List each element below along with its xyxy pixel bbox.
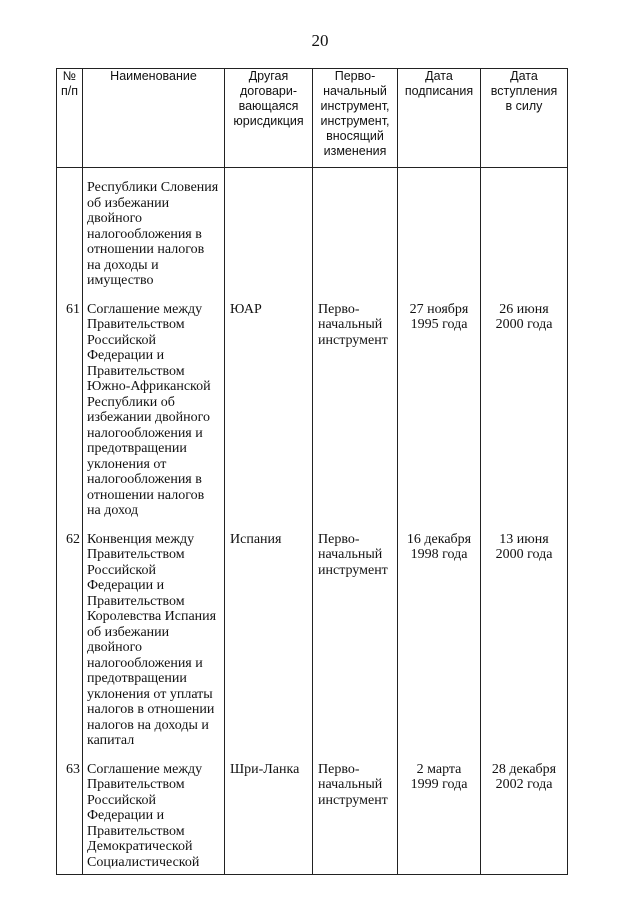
treaties-table [56, 68, 568, 875]
row-signing-date: 16 декабря 1998 года [398, 532, 481, 762]
table-row [57, 168, 568, 302]
row-name: Соглашение между Правительством Российской Федерации и Правительством Демократической Социалистической [83, 762, 225, 875]
page-number: 20 [311, 31, 329, 50]
row-signing-date: 2 марта 1999 года [398, 762, 481, 875]
row-num: 62 [57, 532, 83, 762]
row-instrument: Перво- начальный инструмент [313, 762, 398, 875]
row-num: 61 [57, 302, 83, 532]
row-effective-date: 26 июня 2000 года [481, 302, 568, 532]
header-signing-date: Дата подписания [398, 69, 481, 168]
row-effective-date: 13 июня 2000 года [481, 532, 568, 762]
header-effective-date: Дата вступления в силу [481, 69, 568, 168]
row-instrument: Перво- начальный инструмент [313, 532, 398, 762]
row-name: Соглашение между Правительством Российской Федерации и Правительством Южно-Африканской Республики об избежании двойного налогообложения и предотвращении уклонения от налогообложения в отношении налогов на доход [83, 302, 225, 532]
table-header-row [57, 69, 568, 168]
row-effective-date [481, 168, 568, 302]
header-instrument: Перво- начальный инструмент, инструмент, вносящий изменения [313, 69, 398, 168]
header-jurisdiction: Другая договари- вающаяся юрисдикция [225, 69, 313, 168]
table-row [57, 532, 568, 762]
row-signing-date: 27 ноября 1995 года [398, 302, 481, 532]
row-jurisdiction: ЮАР [225, 302, 313, 532]
row-jurisdiction: Испания [225, 532, 313, 762]
row-num [57, 168, 83, 302]
row-jurisdiction [225, 168, 313, 302]
row-instrument: Перво- начальный инструмент [313, 302, 398, 532]
table-row [57, 302, 568, 532]
row-name: Конвенция между Правительством Российской Федерации и Правительством Королевства Испания об избежании двойного налогообложения и предотвращении уклонения от уплаты налогов в отношении налогов на доходы и капитал [83, 532, 225, 762]
row-instrument [313, 168, 398, 302]
row-name: Республики Словения об избежании двойного налогообложения в отношении налогов на доходы и имущество [83, 168, 225, 302]
row-signing-date [398, 168, 481, 302]
header-num: № п/п [57, 69, 83, 168]
table-row [57, 762, 568, 875]
header-name: Наименование [83, 69, 225, 168]
row-jurisdiction: Шри-Ланка [225, 762, 313, 875]
row-num: 63 [57, 762, 83, 875]
row-effective-date: 28 декабря 2002 года [481, 762, 568, 875]
